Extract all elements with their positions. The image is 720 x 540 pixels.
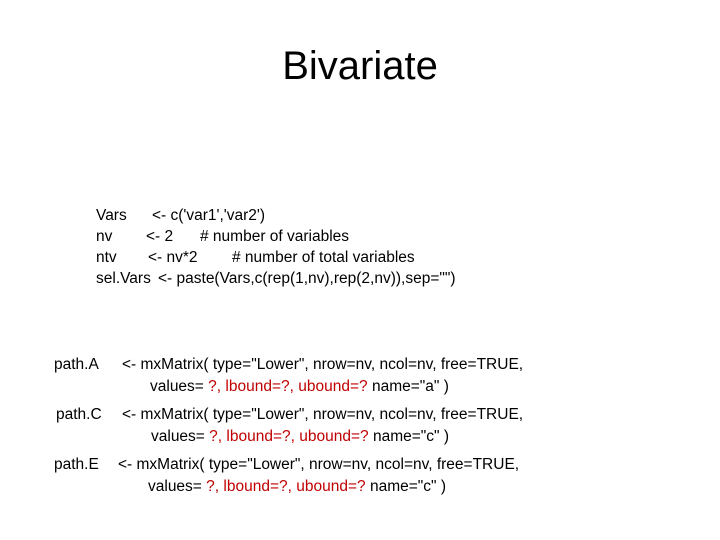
code-var-name: ntv xyxy=(96,249,117,266)
slide-title: Bivariate xyxy=(282,44,438,88)
path-code-line1: <- mxMatrix( type="Lower", nrow=nv, ncol=nv, free=TRUE, xyxy=(122,356,524,373)
path-code-line2: values= ?, lbound=?, ubound=? name="c" ) xyxy=(151,428,450,445)
code-var-name: sel.Vars xyxy=(96,270,151,287)
path-row-a xyxy=(0,356,720,400)
path-code-line2: values= ?, lbound=?, ubound=? name="a" ) xyxy=(150,378,449,395)
code-assignment: <- paste(Vars,c(rep(1,nv),rep(2,nv)),sep="") xyxy=(158,270,456,287)
code-assignment: <- nv*2 xyxy=(148,249,198,266)
code-assignment: <- 2 xyxy=(146,228,174,245)
path-name: path.C xyxy=(56,406,102,423)
code-assignment: <- c('var1','var2') xyxy=(152,207,266,224)
path-code-line1: <- mxMatrix( type="Lower", nrow=nv, ncol=nv, free=TRUE, xyxy=(122,406,524,423)
code-var-name: nv xyxy=(96,228,113,245)
path-code-line2: values= ?, lbound=?, ubound=? name="c" ) xyxy=(148,478,447,495)
path-row-c xyxy=(0,406,720,450)
path-name: path.E xyxy=(54,456,99,473)
path-row-e xyxy=(0,456,720,500)
path-name: path.A xyxy=(54,356,99,373)
code-var-name: Vars xyxy=(96,207,127,224)
code-comment: # number of variables xyxy=(200,228,350,245)
code-comment: # number of total variables xyxy=(232,249,415,266)
path-code-line1: <- mxMatrix( type="Lower", nrow=nv, ncol=nv, free=TRUE, xyxy=(118,456,520,473)
